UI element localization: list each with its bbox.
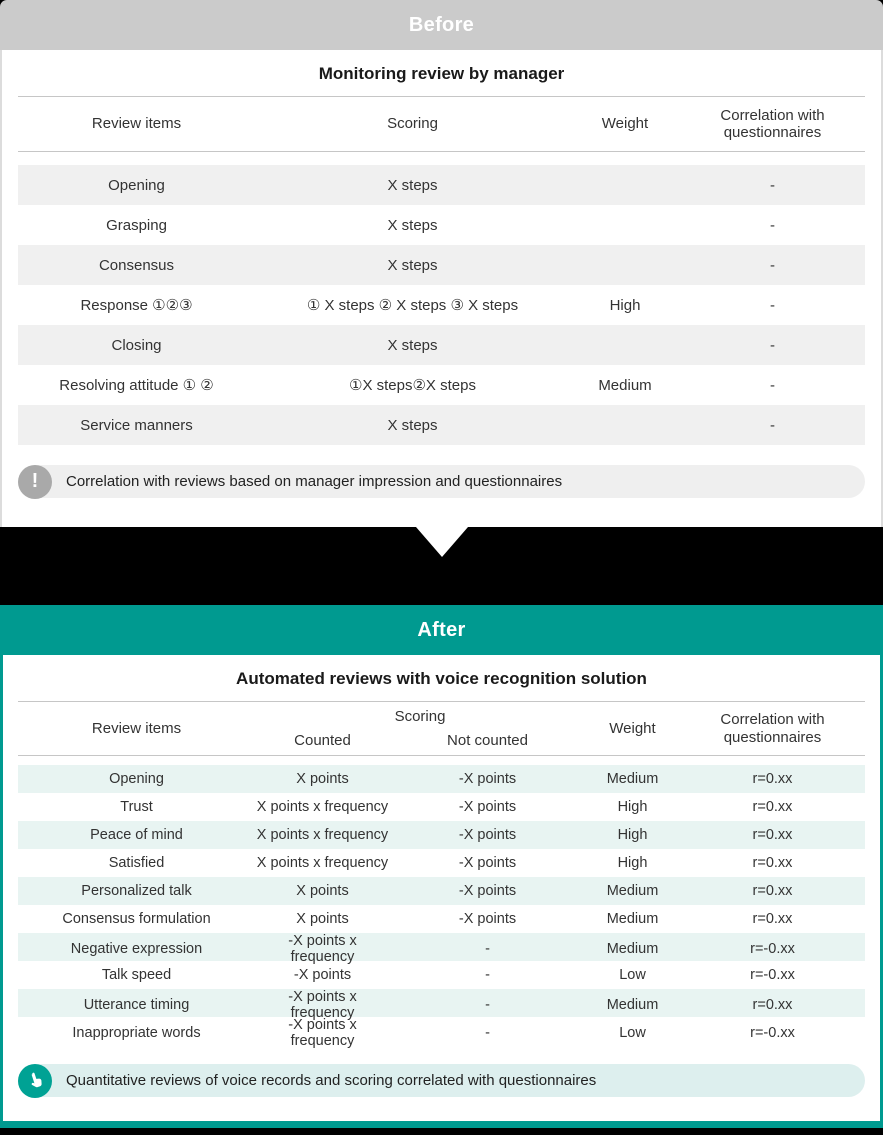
cell-not-counted: -X points xyxy=(458,827,517,843)
cell-not-counted: - xyxy=(485,941,490,957)
cell-not-counted: -X points xyxy=(458,883,517,899)
cell-counted: -X points x frequency xyxy=(288,989,357,1021)
table-row xyxy=(18,793,865,821)
cell-correlation: r=0.xx xyxy=(752,799,793,815)
arrow-down-icon xyxy=(416,527,468,557)
cell-weight: High xyxy=(617,855,648,871)
cell-not-counted: -X points xyxy=(458,855,517,871)
cell-correlation: - xyxy=(770,336,775,354)
cell-review-item: Satisfied xyxy=(108,855,165,871)
after-title: Automated reviews with voice recognition solution xyxy=(236,669,647,688)
table-row xyxy=(18,1017,865,1049)
before-section xyxy=(0,0,883,527)
cell-counted: X points x frequency xyxy=(256,855,389,871)
before-banner-label: Before xyxy=(408,13,475,36)
cell-correlation: r=-0.xx xyxy=(750,967,795,983)
after-note-text: Quantitative reviews of voice records and scoring correlated with questionnaires xyxy=(66,1072,597,1089)
cell-not-counted: -X points xyxy=(458,911,517,927)
cell-correlation: r=0.xx xyxy=(752,855,793,871)
table-row xyxy=(18,765,865,793)
after-section xyxy=(0,605,883,1128)
before-card xyxy=(0,50,883,527)
cell-correlation: - xyxy=(770,296,775,314)
cell-review-item: Response ①②③ xyxy=(80,297,193,314)
cell-weight: Medium xyxy=(606,883,659,899)
cell-review-item: Closing xyxy=(111,336,162,354)
col-weight: Weight xyxy=(601,115,649,133)
cell-weight: Medium xyxy=(606,911,659,927)
cell-not-counted: - xyxy=(485,997,490,1013)
col-review-items: Review items xyxy=(91,719,182,737)
cell-correlation: - xyxy=(770,376,775,394)
table-row xyxy=(18,365,865,405)
cell-correlation: - xyxy=(770,256,775,274)
cell-weight: Medium xyxy=(598,376,652,394)
cell-review-item: Grasping xyxy=(106,216,167,234)
cell-weight: High xyxy=(617,799,648,815)
col-not-counted: Not counted xyxy=(447,731,528,749)
after-banner-label: After xyxy=(417,618,466,641)
table-row xyxy=(18,325,865,365)
cell-correlation: r=0.xx xyxy=(752,771,793,787)
table-row xyxy=(18,405,865,445)
cell-review-item: Negative expression xyxy=(70,941,203,957)
before-banner xyxy=(0,0,883,50)
cell-correlation: - xyxy=(770,416,775,434)
cell-correlation: r=0.xx xyxy=(752,827,793,843)
cell-not-counted: -X points xyxy=(458,771,517,787)
cell-review-item: Opening xyxy=(109,771,164,787)
table-row xyxy=(18,933,865,965)
cell-review-item: Inappropriate words xyxy=(72,1025,201,1041)
divider xyxy=(18,755,865,756)
cell-weight: High xyxy=(609,296,641,314)
cell-not-counted: -X points xyxy=(458,799,517,815)
exclamation-icon: ! xyxy=(18,465,52,499)
cell-scoring: X steps xyxy=(387,336,438,354)
before-note xyxy=(18,465,865,498)
cell-review-item: Peace of mind xyxy=(90,827,183,843)
cell-review-item: Talk speed xyxy=(101,967,172,983)
cell-review-item: Consensus formulation xyxy=(62,911,211,927)
cell-scoring: ①X steps②X steps xyxy=(349,377,476,394)
cell-counted: -X points x frequency xyxy=(288,933,357,965)
pointing-hand-icon xyxy=(18,1064,52,1098)
col-scoring: Scoring xyxy=(387,115,438,133)
table-row xyxy=(18,285,865,325)
cell-weight: Medium xyxy=(606,997,659,1013)
cell-review-item: Trust xyxy=(120,799,153,815)
after-note xyxy=(18,1064,865,1097)
cell-weight: Medium xyxy=(606,941,659,957)
cell-correlation: - xyxy=(770,176,775,194)
after-card xyxy=(0,655,883,1128)
table-row xyxy=(18,989,865,1021)
cell-scoring: X steps xyxy=(387,416,438,434)
table-row xyxy=(18,205,865,245)
cell-scoring: X steps xyxy=(387,256,438,274)
before-title: Monitoring review by manager xyxy=(318,64,565,83)
col-correlation: Correlation with questionnaires xyxy=(720,106,825,141)
col-counted: Counted xyxy=(294,731,351,749)
cell-counted: X points xyxy=(296,911,349,927)
col-scoring-group xyxy=(255,702,585,755)
col-review-items: Review items xyxy=(91,115,182,133)
table-row xyxy=(18,821,865,849)
cell-review-item: Personalized talk xyxy=(81,883,192,899)
before-table-body xyxy=(18,165,865,445)
before-note-text: Correlation with reviews based on manager impression and questionnaires xyxy=(66,473,563,490)
after-table-header xyxy=(18,702,865,755)
cell-scoring: X steps xyxy=(387,216,438,234)
cell-counted: X points x frequency xyxy=(256,827,389,843)
table-row xyxy=(18,165,865,205)
cell-counted: -X points xyxy=(293,967,352,983)
cell-weight: Medium xyxy=(606,771,659,787)
after-banner xyxy=(0,605,883,655)
cell-counted: X points xyxy=(296,883,349,899)
cell-not-counted: - xyxy=(485,967,490,983)
cell-correlation: r=0.xx xyxy=(752,883,793,899)
table-row xyxy=(18,245,865,285)
table-row xyxy=(18,877,865,905)
cell-review-item: Resolving attitude ① ② xyxy=(59,377,214,394)
cell-counted: X points x frequency xyxy=(256,799,389,815)
cell-review-item: Utterance timing xyxy=(83,997,190,1013)
after-table-body xyxy=(18,765,865,1049)
cell-weight: High xyxy=(617,827,648,843)
cell-counted: -X points x frequency xyxy=(288,1017,357,1049)
cell-correlation: - xyxy=(770,216,775,234)
table-row xyxy=(18,961,865,989)
cell-weight: Low xyxy=(619,1025,646,1041)
cell-scoring: X steps xyxy=(387,176,438,194)
col-scoring: Scoring xyxy=(394,708,446,726)
cell-correlation: r=-0.xx xyxy=(750,1025,795,1041)
table-row xyxy=(18,849,865,877)
cell-correlation: r=0.xx xyxy=(752,911,793,927)
cell-counted: X points xyxy=(296,771,349,787)
cell-review-item: Opening xyxy=(108,176,165,194)
cell-review-item: Consensus xyxy=(98,256,175,274)
cell-not-counted: - xyxy=(485,1025,490,1041)
cell-review-item: Service manners xyxy=(80,416,193,434)
col-correlation: Correlation with questionnaires xyxy=(720,711,825,746)
col-weight: Weight xyxy=(609,719,656,737)
table-row xyxy=(18,905,865,933)
before-table-header xyxy=(18,97,865,151)
cell-correlation: r=0.xx xyxy=(752,997,793,1013)
cell-weight: Low xyxy=(619,967,646,983)
transition-band xyxy=(0,527,883,605)
cell-correlation: r=-0.xx xyxy=(750,941,795,957)
divider xyxy=(18,151,865,152)
cell-scoring: ① X steps ② X steps ③ X steps xyxy=(306,297,519,314)
